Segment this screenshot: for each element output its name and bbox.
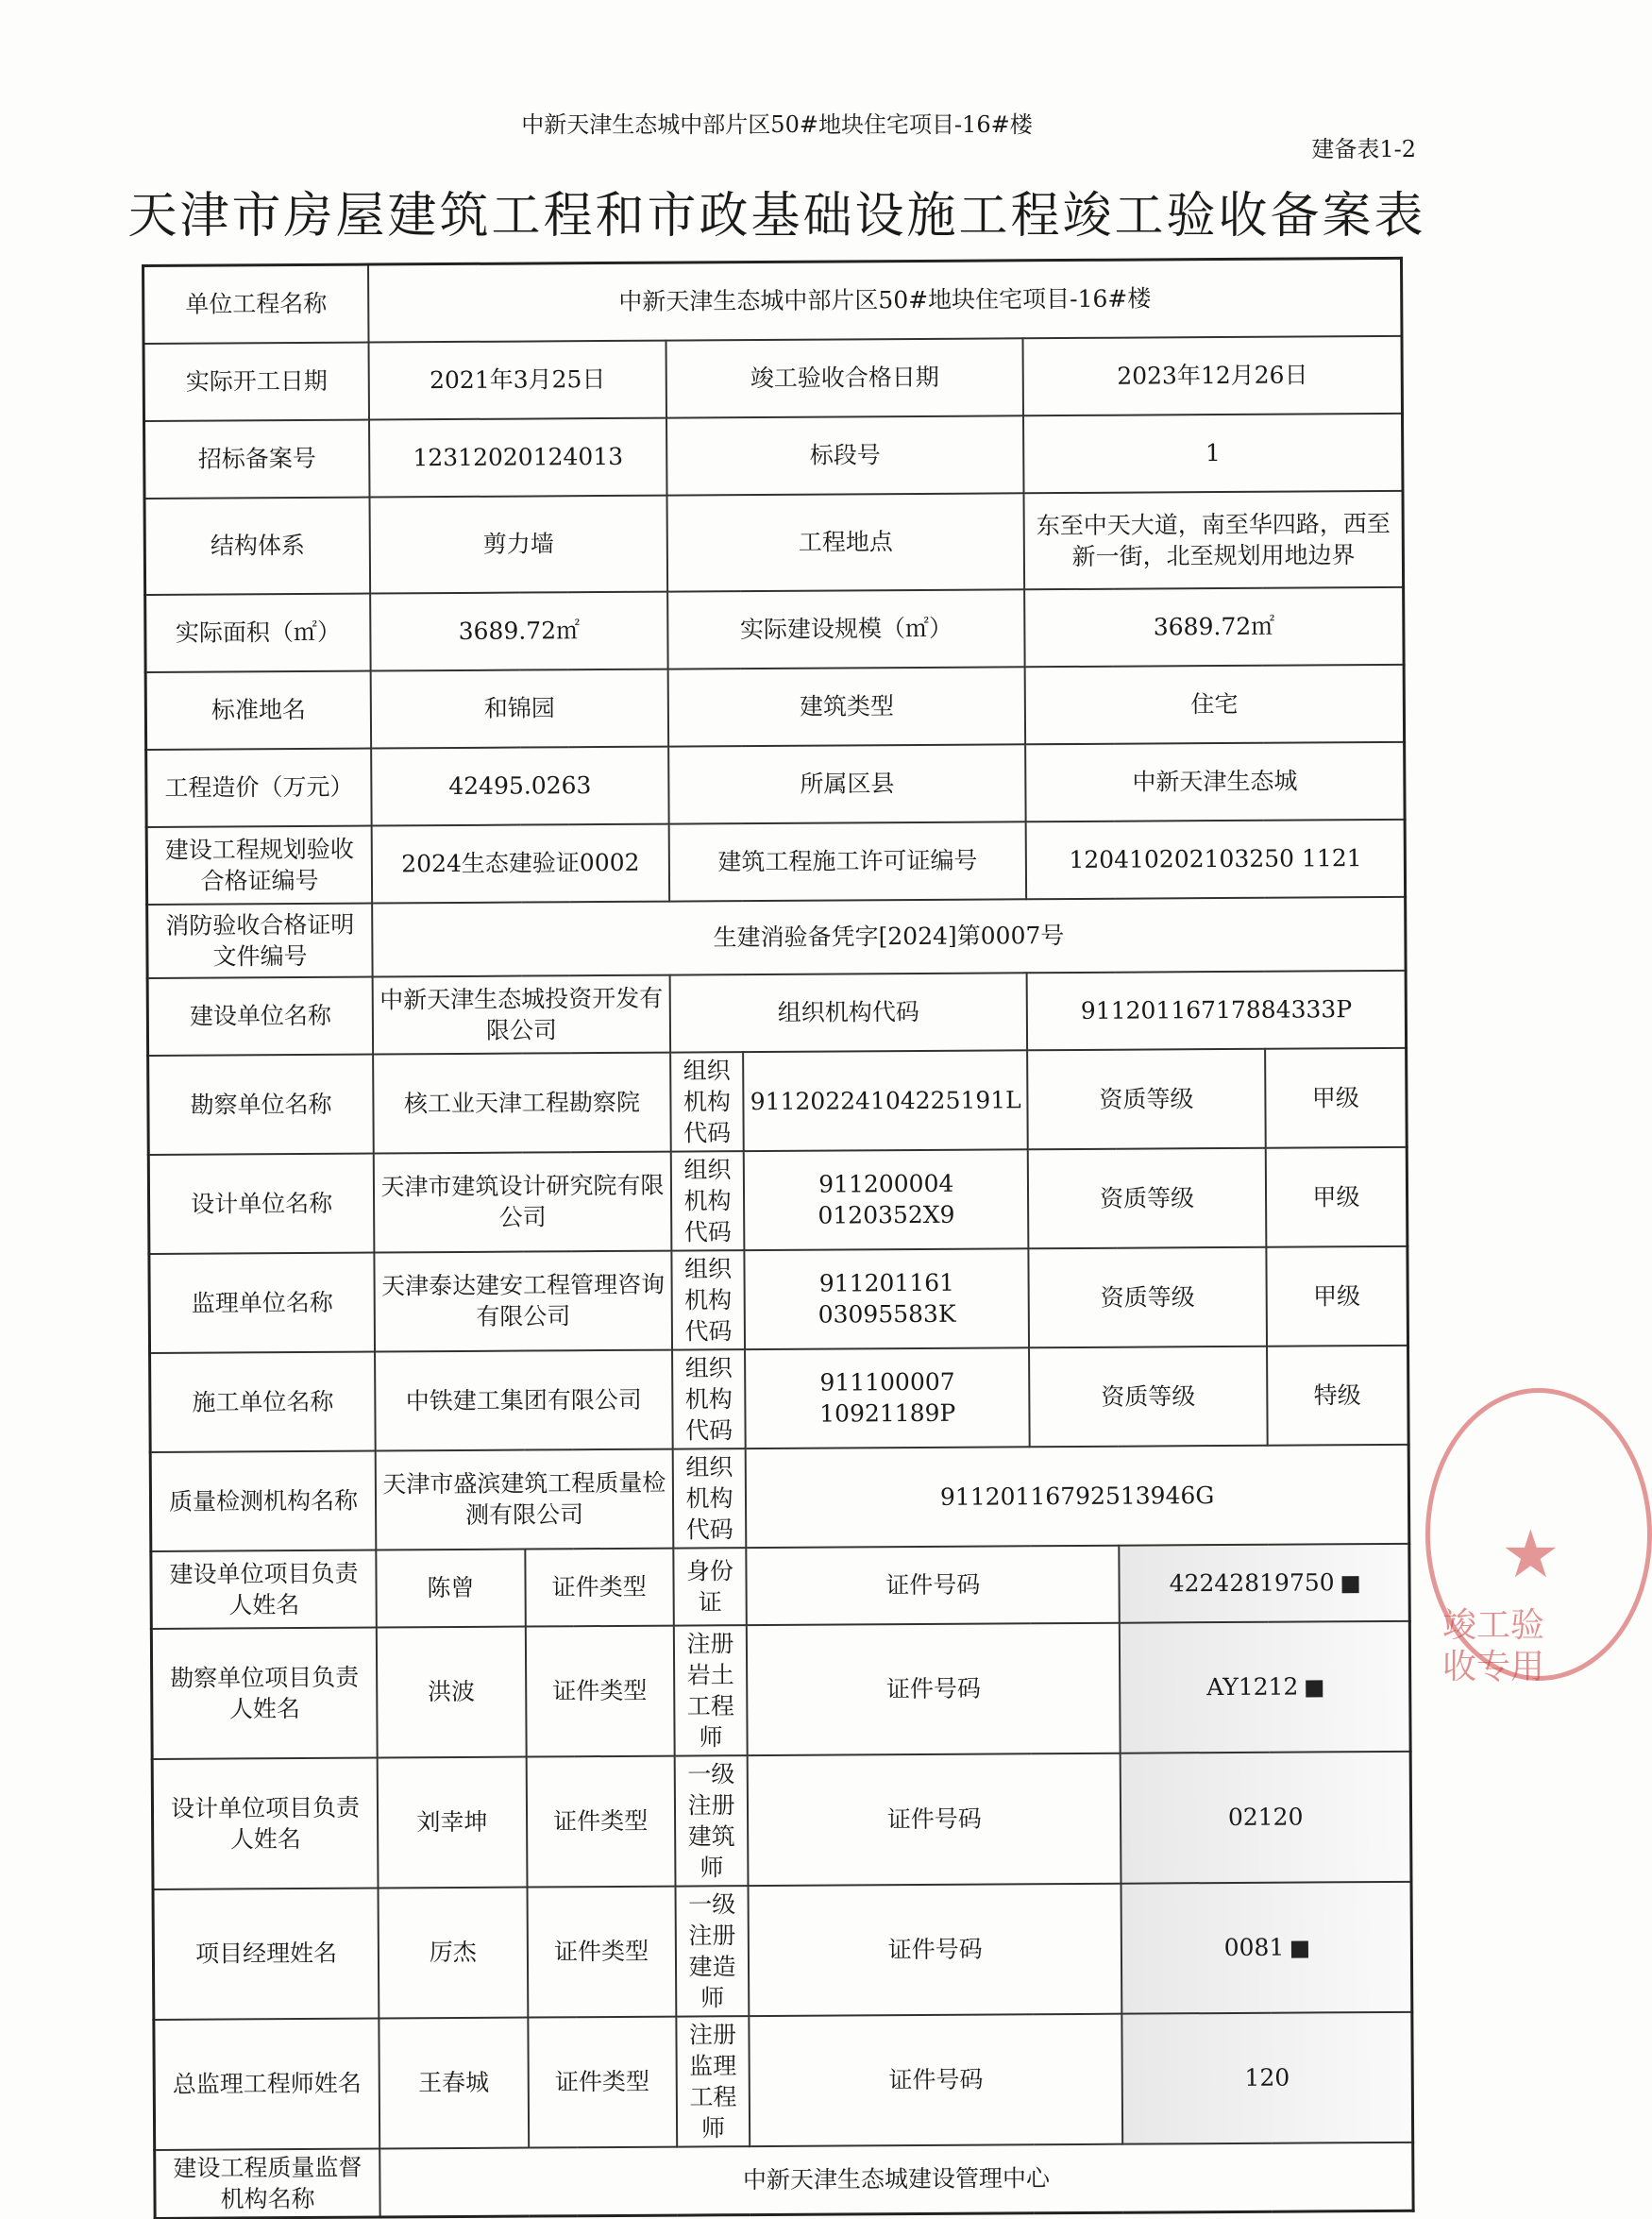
label-person-4-type: 证件类型 [527,1886,676,2017]
value-contractor-code: 911100007 10921189P [745,1347,1030,1448]
value-scale: 3689.72㎡ [1024,586,1404,666]
value-bid-no: 12312020124013 [369,417,666,497]
label-supervisor: 监理单位名称 [149,1252,375,1352]
label-fire-cert: 消防验收合格证明文件编号 [147,903,373,977]
label-owner-code: 组织机构代码 [669,973,1027,1052]
value-building-type: 住宅 [1025,664,1405,743]
value-survey-code: 91120224104225191L [743,1050,1028,1151]
label-design-qual: 资质等级 [1028,1147,1266,1248]
label-permit: 建筑工程施工许可证编号 [668,822,1026,901]
value-area: 3689.72㎡ [370,591,667,670]
label-owner: 建设单位名称 [147,976,373,1055]
label-person-1: 建设单位项目负责人姓名 [151,1550,377,1628]
redaction-mark [1342,1576,1359,1593]
value-person-5-type: 注册监理工程师 [676,2016,750,2146]
label-person-4-no: 证件号码 [749,1883,1122,2015]
project-header: 中新天津生态城中部片区50#地块住宅项目-16#楼 [521,111,1033,138]
value-fire-cert: 生建消验备凭字[2024]第0007号 [372,896,1406,976]
value-accept-date: 2023年12月26日 [1023,335,1403,415]
value-supervisor-code: 911201161 03095583K [745,1248,1030,1349]
label-contractor-code: 组织机构代码 [672,1349,746,1448]
label-bid-no: 招标备案号 [144,419,370,498]
value-start-date: 2021年3月25日 [369,340,666,419]
value-supervisor: 天津泰达建安工程管理咨询有限公司 [375,1250,672,1351]
label-contractor: 施工单位名称 [150,1351,376,1451]
value-owner: 中新天津生态城投资开发有限公司 [373,974,670,1054]
value-person-3-no: 02120 [1121,1751,1411,1883]
value-contractor: 中铁建工集团有限公司 [375,1349,672,1450]
filing-form-table [142,257,1415,2219]
value-testing: 天津市盛滨建筑工程质量检测有限公司 [376,1448,673,1550]
seal-star-icon: ★ [1501,1516,1560,1593]
label-survey: 勘察单位名称 [148,1054,374,1154]
value-survey: 核工业天津工程勘察院 [373,1052,670,1153]
form-code: 建备表1-2 [1311,136,1416,162]
label-contractor-qual: 资质等级 [1029,1346,1267,1447]
label-scale: 实际建设规模（㎡） [667,589,1025,669]
value-contractor-qual: 特级 [1267,1345,1408,1445]
label-start-date: 实际开工日期 [143,342,369,420]
label-cost: 工程造价（万元） [146,748,372,826]
label-standard-name: 标准地名 [145,670,371,749]
label-project-name: 单位工程名称 [143,264,369,343]
seal-text: 竣工验收专用 [1442,1606,1545,1686]
label-person-3-type: 证件类型 [526,1755,675,1887]
value-person-5-no: 120 [1122,2011,1413,2143]
value-design-code: 911200004 0120352X9 [744,1149,1029,1250]
value-owner-code: 91120116717884333P [1027,970,1407,1049]
value-person-2-no: AY1212 [1120,1620,1410,1753]
label-section-no: 标段号 [666,415,1024,495]
value-permit: 120410202103250 1121 [1026,819,1406,898]
value-site: 东至中天大道，南至华四路，西至新一街，北至规划用地边界 [1024,490,1404,588]
value-testing-code: 91120116792513946G [746,1444,1409,1547]
label-district: 所属区县 [668,744,1026,823]
value-standard-name: 和锦园 [371,669,668,748]
label-person-1-no: 证件号码 [747,1545,1120,1624]
value-person-4-type: 一级注册建造师 [675,1886,749,2016]
label-survey-qual: 资质等级 [1027,1048,1265,1149]
value-person-4-no: 0081 [1121,1881,1412,2013]
value-person-5: 王春城 [379,2017,529,2148]
label-accept-date: 竣工验收合格日期 [666,338,1023,417]
label-person-5: 总监理工程师姓名 [154,2018,380,2149]
label-person-1-type: 证件类型 [525,1548,674,1626]
label-design-code: 组织机构代码 [671,1151,745,1250]
label-supervisor-code: 组织机构代码 [671,1250,745,1349]
label-plan-cert: 建设工程规划验收合格证编号 [146,825,372,904]
document-title: 天津市房屋建筑工程和市政基础设施工程竣工验收备案表 [127,188,1426,245]
label-testing: 质量检测机构名称 [150,1450,376,1550]
value-design-qual: 甲级 [1266,1146,1408,1246]
value-section-no: 1 [1023,413,1403,492]
label-area: 实际面积（㎡） [145,593,371,671]
label-person-5-no: 证件号码 [750,2013,1123,2145]
label-survey-code: 组织机构代码 [670,1052,744,1151]
label-person-2-no: 证件号码 [747,1622,1121,1754]
value-person-1-no: 42242819750 [1119,1543,1409,1622]
value-design: 天津市建筑设计研究院有限公司 [374,1151,671,1252]
value-structure: 剪力墙 [370,495,667,593]
value-survey-qual: 甲级 [1265,1047,1407,1147]
value-person-1-type: 身份证 [673,1548,747,1625]
value-person-3: 刘幸坤 [378,1756,527,1888]
label-site: 工程地点 [666,493,1024,591]
label-testing-code: 组织机构代码 [672,1448,746,1548]
label-person-2-type: 证件类型 [525,1625,674,1756]
value-person-3-type: 一级注册建筑师 [674,1755,748,1886]
value-district: 中新天津生态城 [1025,741,1405,821]
label-person-4: 项目经理姓名 [153,1888,379,2019]
label-building-type: 建筑类型 [667,667,1025,746]
value-person-2-type: 注册岩土工程师 [674,1625,748,1755]
value-person-1: 陈曾 [377,1549,526,1627]
value-person-2: 洪波 [377,1626,526,1757]
value-person-4: 厉杰 [379,1887,528,2018]
value-supervision-agency: 中新天津生态城建设管理中心 [379,2142,1413,2216]
value-plan-cert: 2024生态建验证0002 [372,823,669,903]
label-person-3-no: 证件号码 [748,1753,1121,1885]
redaction-mark [1291,1940,1308,1957]
label-structure: 结构体系 [144,497,370,594]
value-project-name: 中新天津生态城中部片区50#地块住宅项目-16#楼 [368,258,1402,342]
label-person-3: 设计单位项目负责人姓名 [152,1757,379,1889]
label-supervisor-qual: 资质等级 [1029,1246,1267,1347]
value-cost: 42495.0263 [371,746,668,825]
label-design: 设计单位名称 [148,1153,374,1253]
label-supervision-agency: 建设工程质量监督机构名称 [155,2148,380,2218]
label-person-2: 勘察单位项目负责人姓名 [151,1627,378,1758]
label-person-5-type: 证件类型 [528,2016,677,2147]
redaction-mark [1306,1680,1323,1697]
value-supervisor-qual: 甲级 [1266,1245,1408,1346]
